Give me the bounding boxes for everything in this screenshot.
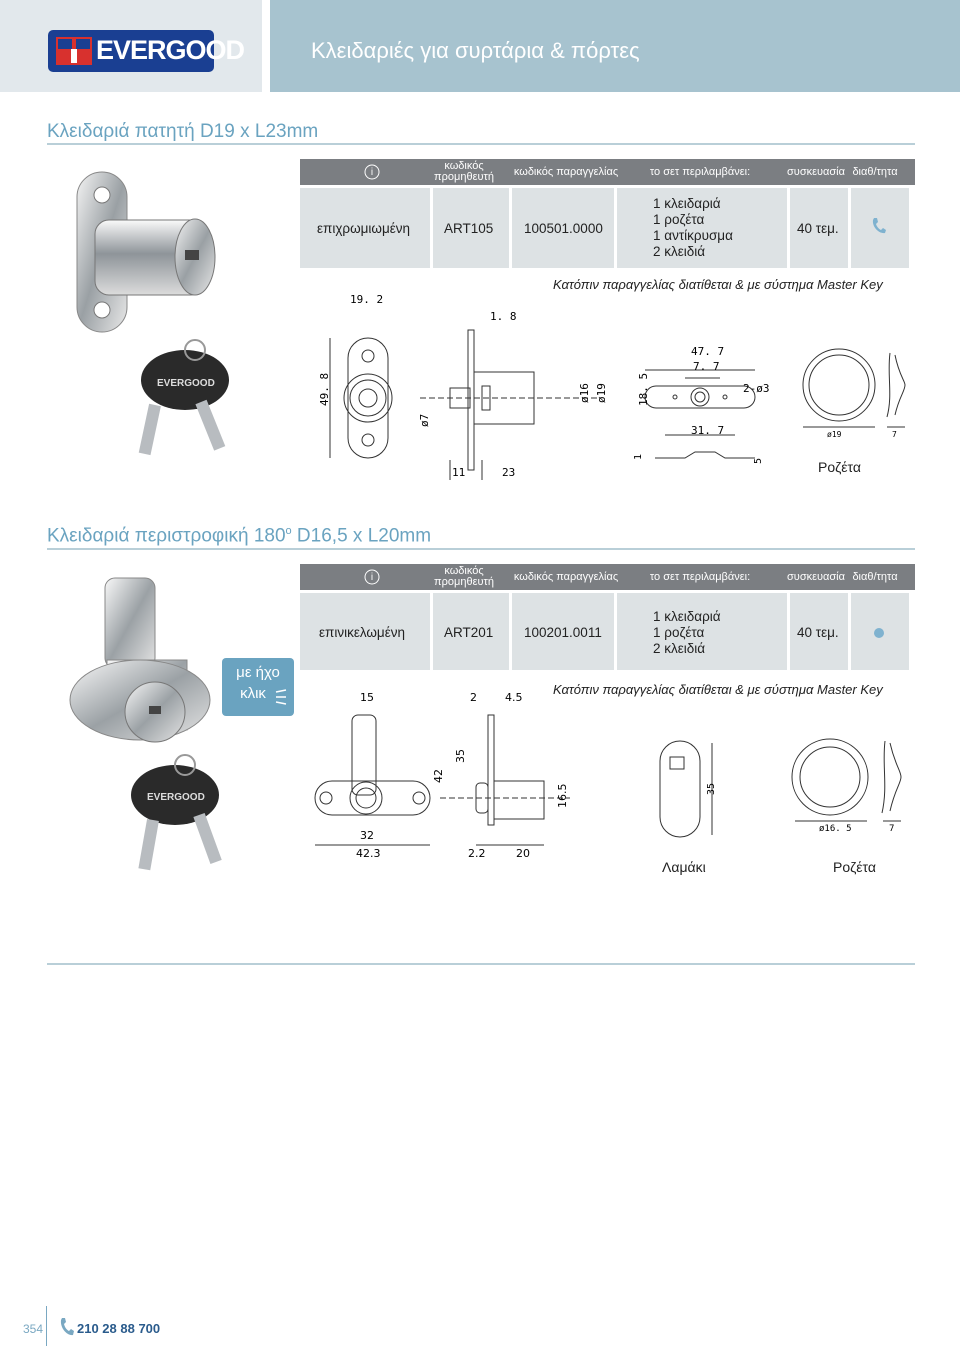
product2-photo [55, 570, 245, 890]
footer-divider [46, 1306, 47, 1346]
product2-rosette-drawing [785, 735, 910, 835]
key-icon [139, 340, 229, 455]
product1-finish: επιχρωμιωμένη [317, 221, 411, 236]
key-icon [131, 755, 222, 870]
product2-title: Κλειδαριά περιστροφική $180^o$ D16,5 x L20mm [47, 525, 432, 547]
key-brand: EVERGOOD [147, 792, 205, 803]
svg-text:20: 20 [516, 847, 530, 860]
product2-packaging: 40 τεμ. [797, 625, 839, 640]
product1-rule [47, 143, 915, 145]
product1-packaging: 40 τεμ. [797, 221, 839, 236]
svg-text:7. 7: 7. 7 [693, 360, 720, 373]
product1-set-item: 1 αντίκρυσμα [653, 228, 733, 243]
svg-text:1. 8: 1. 8 [490, 310, 517, 323]
svg-text:2: 2 [470, 691, 477, 704]
product2-cam-drawing [640, 735, 730, 845]
svg-text:2-ø3: 2-ø3 [743, 382, 770, 395]
product1-note: Κατόπιν παραγγελίας διατίθεται & με σύστημα Master Key [553, 277, 883, 292]
product2-note: Κατόπιν παραγγελίας διατίθεται & με σύστημα Master Key [553, 682, 883, 697]
product1-drawing [300, 290, 620, 485]
product2-order-code: 100201.0011 [524, 625, 602, 640]
product1-photo [45, 160, 245, 500]
product2-set-item: 1 κλειδαριά [653, 609, 721, 624]
svg-text:4.5: 4.5 [505, 691, 523, 704]
product2-table-header: i κωδικός προμηθευτή κωδικός παραγγελίας το σετ περιλαμβάνει: συσκευασία διαθ/τητα [300, 564, 915, 590]
click-sound-badge: με ήχο κλικ [222, 658, 294, 716]
footer-phone: 210 28 88 700 [77, 1321, 161, 1336]
svg-text:31. 7: 31. 7 [691, 424, 725, 437]
product1-order-code: 100501.0000 [524, 221, 603, 236]
sound-waves-icon [274, 689, 288, 705]
product1-set-item: 2 κλειδιά [653, 244, 706, 259]
svg-text:2.2: 2.2 [468, 847, 486, 860]
svg-text:5: 5 [753, 457, 764, 464]
section-end-rule [47, 963, 915, 965]
product1-rosette-drawing [795, 345, 915, 445]
product1-set-item: 1 ροζέτα [653, 212, 705, 227]
product1-table-header: i κωδικός προμηθευτή κωδικός παραγγελίας το σετ περιλαμβάνει: συσκευασία διαθ/τητα [300, 159, 915, 185]
product2-cam-caption: Λαμάκι [662, 859, 706, 875]
product2-rule [47, 548, 915, 550]
product1-keeper-drawing [625, 340, 775, 475]
svg-text:ø16. 5: ø16. 5 [819, 824, 852, 834]
svg-text:ø16: ø16 [578, 383, 591, 403]
svg-text:35: 35 [454, 749, 467, 763]
svg-text:16.5: 16.5 [556, 783, 569, 808]
availability-dot [874, 628, 884, 638]
brand-name: EVERGOOD [96, 35, 245, 65]
svg-text:ø7: ø7 [418, 413, 431, 427]
svg-text:1: 1 [633, 453, 644, 460]
product2-drawing [300, 685, 590, 865]
product1-set-item: 1 κλειδαριά [653, 196, 721, 211]
svg-text:15: 15 [360, 691, 374, 704]
product1-title: Κλειδαριά πατητή D19 x L23mm [47, 121, 319, 142]
page-title: Κλειδαριές για συρτάρια & πόρτες [311, 38, 640, 63]
brand-logo [48, 30, 245, 72]
product1-supplier-code: ART105 [444, 221, 494, 236]
svg-text:42.3: 42.3 [356, 847, 381, 860]
svg-text:ø19: ø19 [595, 383, 608, 403]
svg-text:18. 5: 18. 5 [637, 372, 650, 406]
svg-text:42: 42 [432, 769, 445, 783]
product1-rosette-caption: Ροζέτα [818, 459, 861, 475]
svg-text:49. 8: 49. 8 [318, 372, 331, 406]
svg-text:23: 23 [502, 466, 516, 479]
product2-finish: επινικελωμένη [319, 625, 405, 640]
key-brand: EVERGOOD [157, 378, 215, 389]
svg-text:47. 7: 47. 7 [691, 345, 725, 358]
svg-text:35: 35 [706, 782, 717, 795]
phone-icon [870, 216, 886, 236]
product2-rosette-caption: Ροζέτα [833, 859, 876, 875]
logo-mark-icon [54, 35, 94, 67]
svg-text:32: 32 [360, 829, 374, 842]
product2-set-item: 1 ροζέτα [653, 625, 705, 640]
svg-text:11: 11 [452, 466, 466, 479]
phone-icon [58, 1316, 74, 1338]
svg-text:19. 2: 19. 2 [350, 293, 384, 306]
product2-supplier-code: ART201 [444, 625, 494, 640]
svg-text:7: 7 [889, 824, 895, 834]
svg-text:ø19: ø19 [827, 430, 842, 439]
page-number: 354 [23, 1322, 44, 1336]
product2-set-item: 2 κλειδιά [653, 641, 706, 656]
svg-text:7: 7 [892, 430, 897, 439]
